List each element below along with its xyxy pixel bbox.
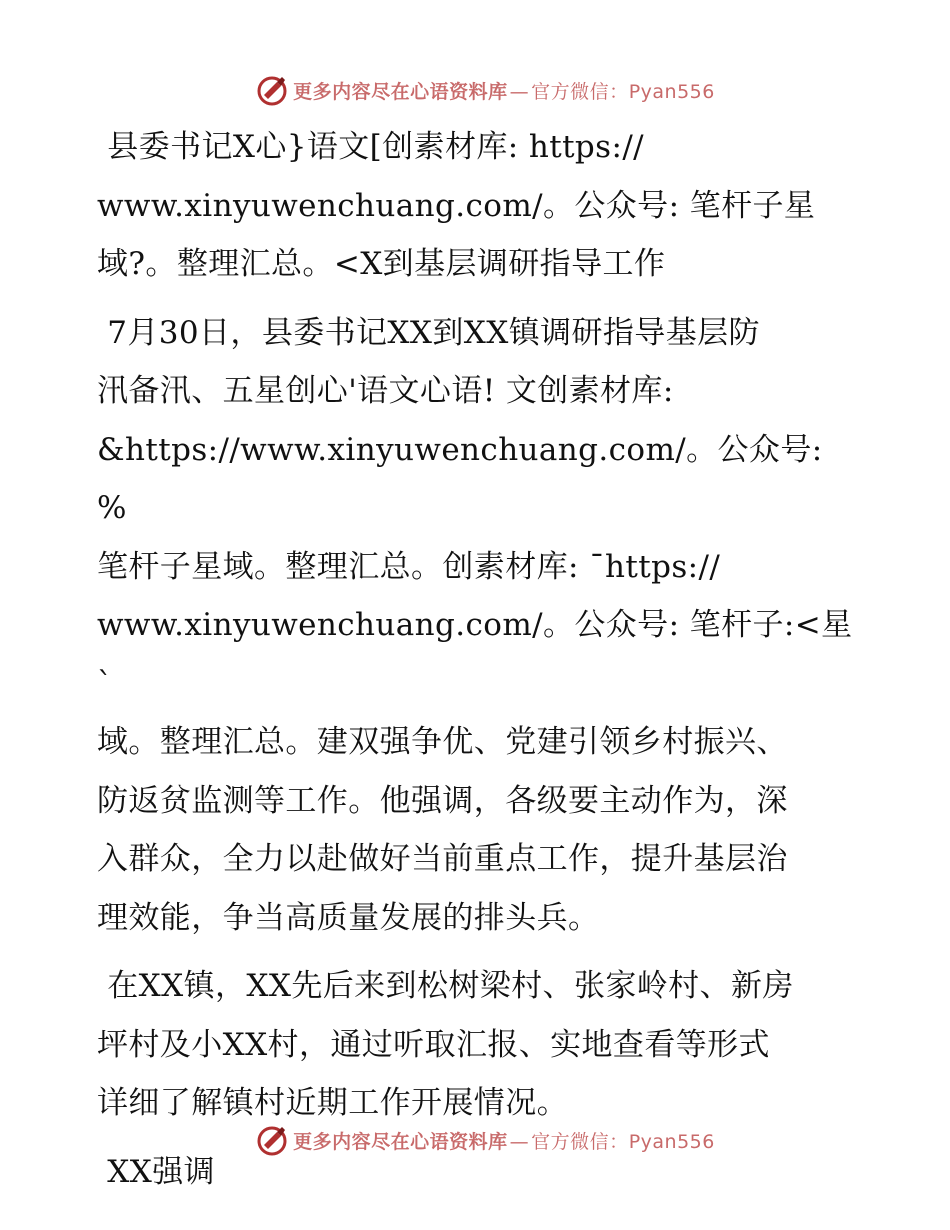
paragraph-2-line-5: www.xinyuwenchuang.com/。公众号: 笔杆子:<星` xyxy=(97,607,853,702)
footer-banner-text xyxy=(293,1127,715,1154)
header-banner-wechat-label: 官方微信： xyxy=(531,80,629,103)
paragraph-1-line-3: 域?。整理汇总。<X到基层调研指导工作 xyxy=(97,246,666,282)
paragraph-2-line-7: 防返贫监测等工作。他强调，各级要主动作为，深 xyxy=(97,782,788,819)
paragraph-2-line-3: &https://www.xinyuwenchuang.com/。公众号: % xyxy=(97,431,833,526)
header-banner-separator: — xyxy=(509,80,530,103)
paragraph-2-line-1: 7月30日，县委书记XX到XX镇调研指导基层防 xyxy=(97,314,760,351)
paragraph-2-line-4: 笔杆子星域。整理汇总。创素材库: ¯https:// xyxy=(97,548,721,585)
paragraph-3 xyxy=(97,957,857,1133)
brand-logo-icon xyxy=(255,1123,289,1157)
footer-banner-wechat-label: 官方微信： xyxy=(531,1130,629,1153)
paragraph-1-line-2: www.xinyuwenchuang.com/。公众号: 笔杆子星 xyxy=(97,187,816,224)
footer-banner-wechat-id: Pyan556 xyxy=(628,1130,715,1153)
footer-banner-main: 更多内容尽在心语资料库 xyxy=(293,1130,508,1153)
paragraph-3-line-2: 坪村及小XX村，通过听取汇报、实地查看等形式 xyxy=(97,1026,770,1063)
paragraph-2-line-8: 入群众，全力以赴做好当前重点工作，提升基层治 xyxy=(97,841,788,877)
paragraph-2-line-6: 域。整理汇总。建双强争优、党建引领乡村振兴、 xyxy=(97,724,788,760)
footer-banner-separator: — xyxy=(509,1130,530,1153)
footer-banner xyxy=(0,1120,950,1160)
header-banner-wechat-id: Pyan556 xyxy=(628,80,715,103)
header-banner xyxy=(0,70,950,110)
paragraph-4-line-1: XX强调 xyxy=(97,1153,216,1190)
paragraph-2-line-9: 理效能，争当高质量发展的排头兵。 xyxy=(97,899,600,936)
paragraph-3-line-1: 在XX镇，XX先后来到松树梁村、张家岭村、新房 xyxy=(97,968,794,1004)
header-banner-text xyxy=(293,77,715,104)
paragraph-2 xyxy=(97,304,857,948)
brand-logo-icon xyxy=(255,73,289,107)
document-body xyxy=(97,118,857,1211)
paragraph-2-line-2: 汛备汛、五星创心'语文心语! 文创素材库: xyxy=(97,373,674,409)
header-banner-main: 更多内容尽在心语资料库 xyxy=(293,80,508,103)
paragraph-1-line-1: 县委书记X心}语文[创素材库: https:// xyxy=(97,129,645,165)
paragraph-3-line-3: 详细了解镇村近期工作开展情况。 xyxy=(97,1085,568,1121)
paragraph-1 xyxy=(97,118,857,294)
